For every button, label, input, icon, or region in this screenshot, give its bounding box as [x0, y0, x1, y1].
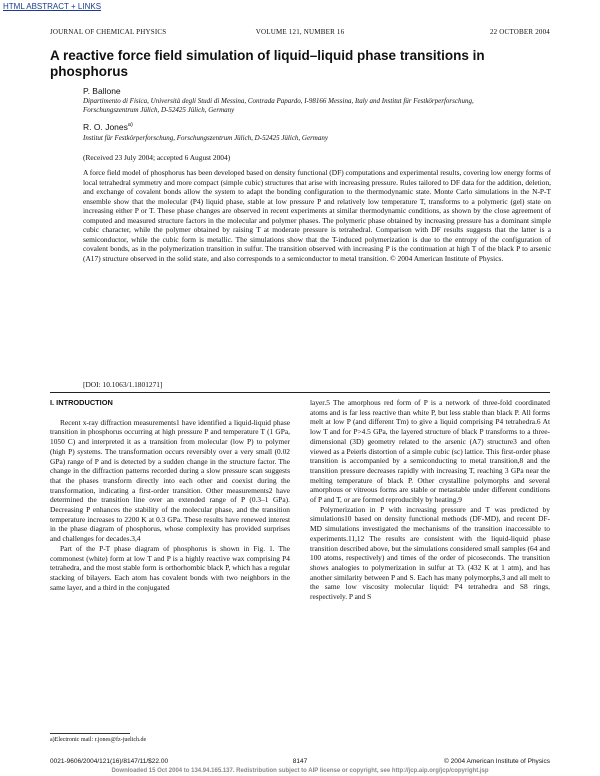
affiliation-2: Institut für Festkörperforschung, Forschungszentrum Jülich, D-52425 Jülich, Germany [83, 134, 328, 142]
issue-date: 22 OCTOBER 2004 [489, 28, 550, 36]
section-heading: I. INTRODUCTION [50, 398, 113, 407]
divider [50, 392, 550, 393]
footer-code: 0021-9606/2004/121(16)/8147/11/$22.00 [50, 758, 169, 765]
download-note: Downloaded 15 Oct 2004 to 134.94.165.137. Redistribution subject to AIP license or copyright, see http://jcp.aip.org/jcp/copyright.jsp [111, 768, 489, 774]
html-abstract-links[interactable]: HTML ABSTRACT + LINKS [3, 2, 102, 11]
left-column [50, 398, 290, 592]
paragraph: Part of the P-T phase diagram of phosphorus is shown in Fig. 1. The commonest (white) form at low T and P is a highly reactive wax comprising P4 tetrahedra, and the most stable form is orthorhombic black P, which has a regular stacking of bilayers. Each atom has covalent bonds with two neighbors in the same layer, and a third in the conjugated [50, 543, 290, 592]
affiliation-1: Dipartimento di Fisica, Università degli Studi di Messina, Contrada Papardo, I-98166 Messina, Italy and Institut für Festkörperforschung, Forschungszentrum Jülich, D-52425 Jülich, Germany [83, 97, 474, 114]
doi[interactable]: [DOI: 10.1063/1.1801271] [83, 380, 163, 389]
paragraph: Recent x-ray diffraction measurements1 have identified a liquid-liquid phase transition in phosphorus occurring at high pressure P and temperature T (1 GPa, 1050 C) and interpreted it as a transition from molecular (low P) to polymer (high P) systems. The transformation occurs reversibly over a very small (0.02 GPa) range of P and is detected by a sudden change in the structure factor. The change in the diffraction patterns recorded during a slow pressure scan suggests that the phases transform directly into each other and coexist during the transformation, indicating a first-order transition. Other measurements2 have determined the transition line over an extended range of P (0.3–1 GPa). Decreasing P enhances the stability of the molecular phase, and the transition temperature increases to 2200 K at 0.3 GPa. These results have renewed interest in the phase diagram of phosphorus, whose complexity has provided surprises and challenges for decades.3,4 [50, 417, 290, 544]
footnote-rule [50, 733, 130, 734]
paragraph: Polymerization in P with increasing pressure and T was predicted by simulations10 based on density functional methods (DF-MD), and recent DF-MD simulations investigated the mechanisms of the transition inaccessible to experiments.11,12 The results are consistent with the liquid-liquid phase transition described above, but the simulations considered small samples (64 and 100 atoms, respectively) and times of the order of picoseconds. The transition shows analogies to polymerization in sulfur at Tλ (432 K at 1 atm), and has another similarity between P and S. Each has many polymorphs,3 and all melt to the same low viscosity molecular liquid: P4 tetrahedra and S8 rings, respectively. P and S [310, 504, 550, 602]
footer-copyright: © 2004 American Institute of Physics [444, 758, 550, 765]
paragraph: layer.5 The amorphous red form of P is a network of three-fold coordinated atoms and is far less reactive than white P, but less stable than black P. All forms melt at low P (and different Tm) to give a liquid comprising P4 tetrahedra.6 At low T and for P>4.5 GPa, the layered structure of black P transforms to a three-dimensional (3D) geometry related to the arsenic (A7) structure3 and often viewed as a Peierls distortion of a simple cubic (sc) lattice. This first-order phase transition is accompanied by a semiconducting to metal transition,8 and the transition pressure decreases rapidly with increasing T, reaching 3 GPa near the melting temperature of black P. Other crystalline polymorphs and several amorphous or vitreous forms are stable or metastable under different conditions of P and T, or are formed reproducibly by heating.9 [310, 398, 550, 505]
author-2: R. O. Jones$^{a)}$ [83, 122, 133, 132]
right-column [310, 398, 550, 602]
footnote: a)Electronic mail: r.jones@fz-juelich.de [50, 737, 147, 743]
author-1: P. Ballone [83, 86, 121, 96]
journal-name: JOURNAL OF CHEMICAL PHYSICS [50, 28, 167, 36]
paper-title: A reactive force field simulation of liquid–liquid phase transitions in phosphorus [50, 48, 485, 79]
page-number: 8147 [292, 758, 308, 765]
abstract: A force field model of phosphorus has been developed based on density functional (DF) computations and experimental results, covering low energy forms of local tetrahedral symmetry and more compact (simple cubic) structures that arise with increasing pressure. Rules tailored to DF data for the addition, deletion, and exchange of covalent bonds allow the system to adapt the bonding configuration to the thermodynamic state. Monte Carlo simulations in the N-P-T ensemble show that the molecular (P4) liquid phase, stable at low pressure P and relatively low temperature T, transforms to a polymeric (gel) state on increasing either P or T. These phase changes are observed in recent experiments at similar thermodynamic conditions, as shown by the close agreement of computed and measured structure factors in the molecular and polymer phases. The polymeric phase obtained by increasing pressure has a dominant simple cubic character, while the polymer obtained by raising T at moderate pressure is tetrahedral. Comparison with DF results suggests that the latter is a semiconductor, while the cubic form is metallic. The simulations show that the T-induced polymerization is due to the entropy of the configuration of covalent bonds, as in the polymerization transition in sulfur. The transition observed with increasing P is the continuation at high T of the black P to arsenic (A17) structure observed in the solid state, and also corresponds to a semiconductor to metal transition. © 2004 American Institute of Physics. [83, 168, 551, 263]
received-dates: (Received 23 July 2004; accepted 6 August 2004) [83, 153, 231, 162]
volume-number: VOLUME 121, NUMBER 16 [255, 28, 345, 36]
